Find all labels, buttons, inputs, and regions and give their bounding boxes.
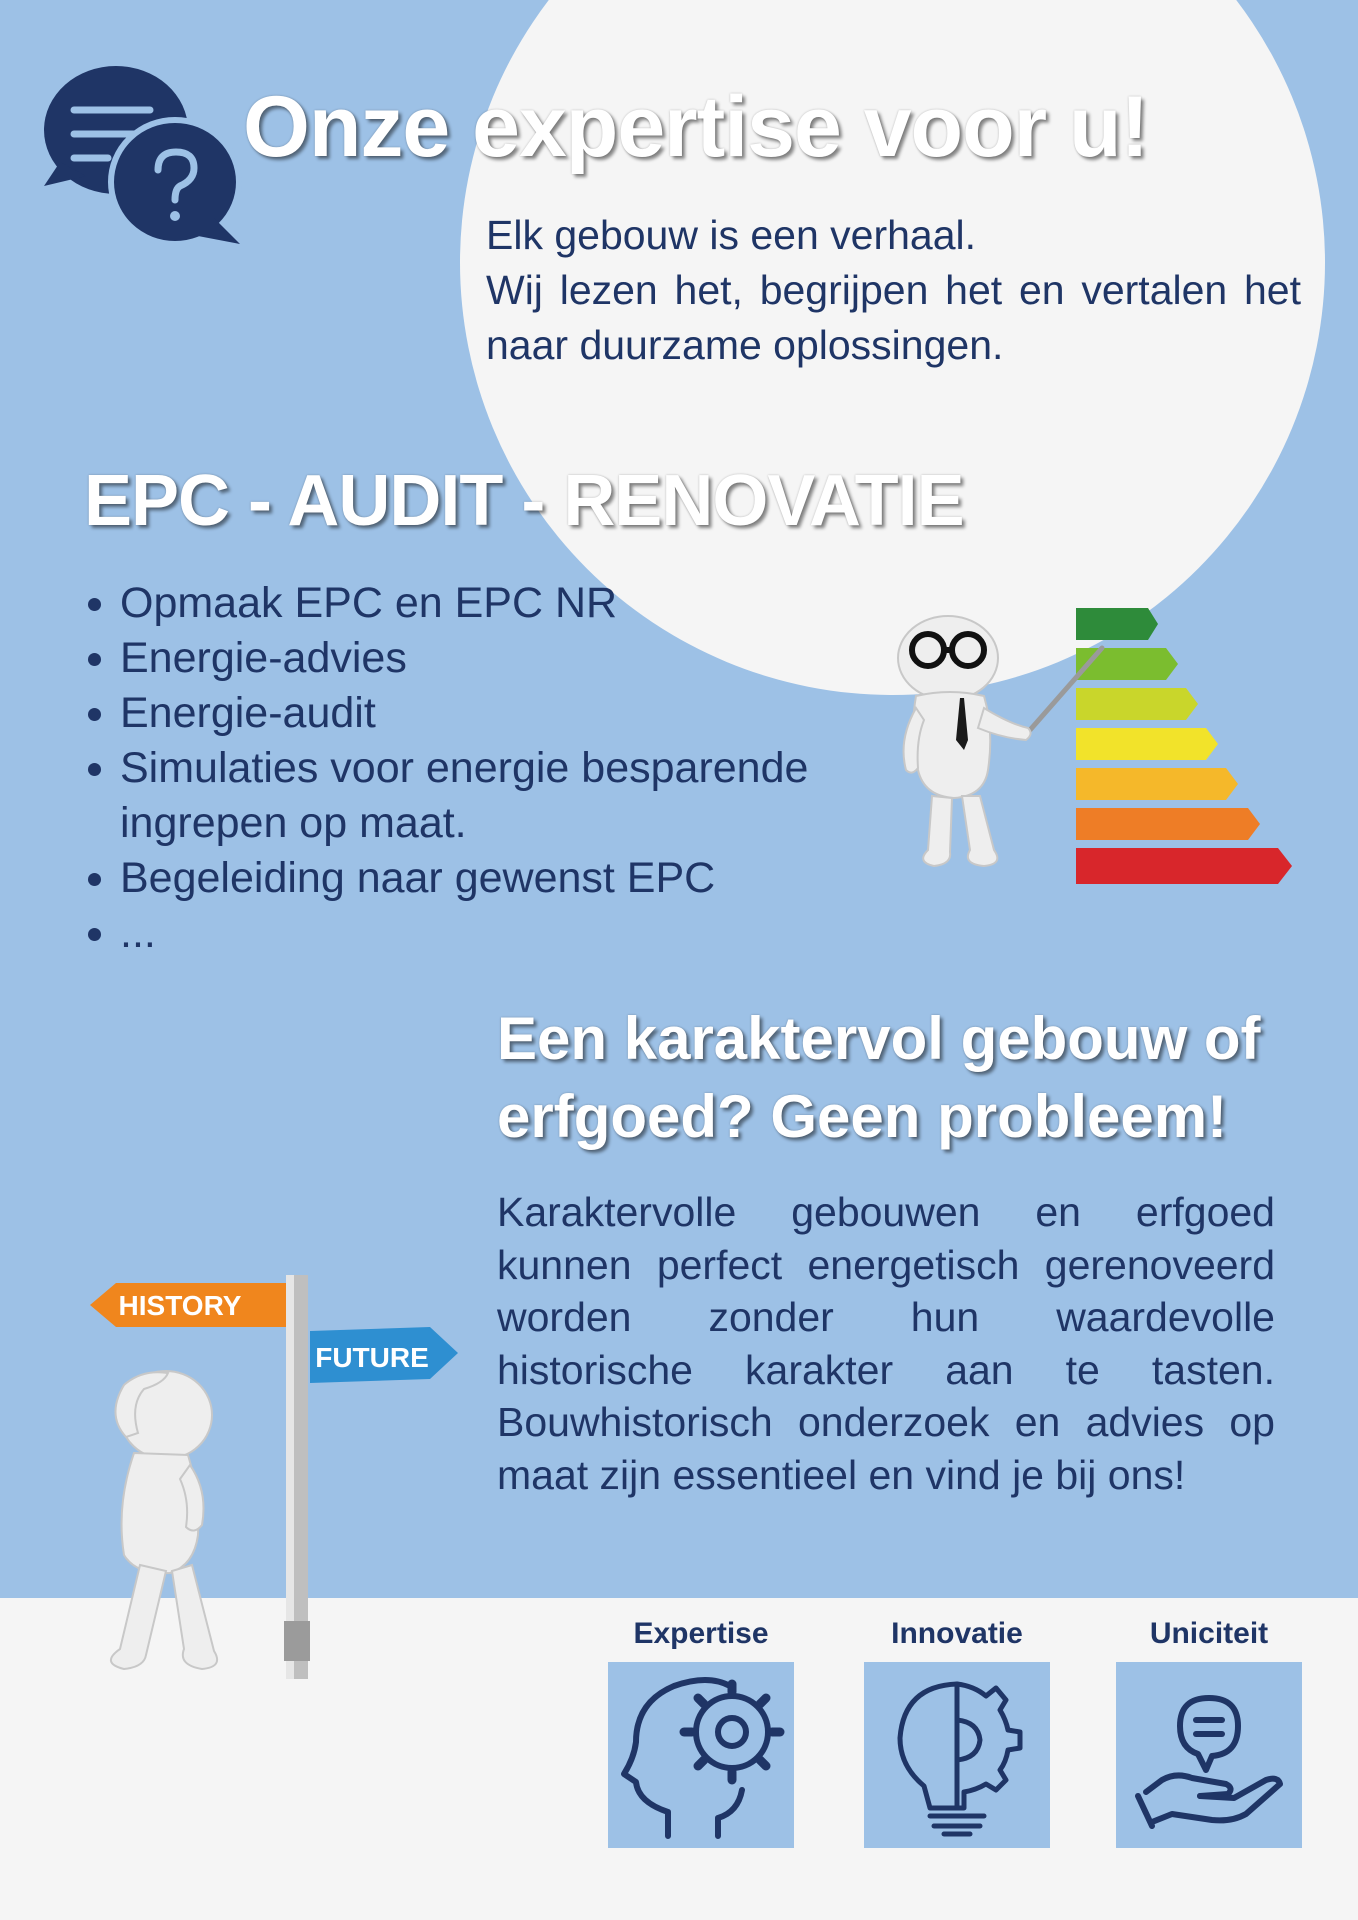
value-label-uniciteit: Uniciteit xyxy=(1149,1617,1269,1650)
hand-speech-icon xyxy=(1116,1662,1302,1848)
future-sign-label: FUTURE xyxy=(315,1342,429,1373)
signpost-illustration xyxy=(80,1265,470,1685)
services-title: EPC - AUDIT - RENOVATIE xyxy=(84,461,964,541)
list-item: • ... xyxy=(120,906,920,961)
list-item: • Begeleiding naar gewenst EPC xyxy=(120,851,920,906)
head-gear-icon xyxy=(608,1662,794,1848)
history-sign-label: HISTORY xyxy=(118,1290,242,1321)
value-innovatie xyxy=(864,1612,1050,1848)
heritage-title: Een karaktervol gebouw of erfgoed? Geen probleem! xyxy=(497,1005,1261,1150)
list-item: • Energie-advies xyxy=(120,631,920,686)
list-item: • Energie-audit xyxy=(120,686,920,741)
value-expertise xyxy=(608,1612,794,1848)
value-box-expertise xyxy=(608,1662,794,1848)
value-uniciteit xyxy=(1116,1612,1302,1848)
list-item: • Opmaak EPC en EPC NR xyxy=(120,576,920,631)
value-label-expertise: Expertise xyxy=(633,1617,769,1650)
services-list xyxy=(82,576,920,961)
bulb-gear-icon xyxy=(864,1662,1050,1848)
intro-line-1: Elk gebouw is een verhaal. xyxy=(486,212,977,258)
value-box-uniciteit xyxy=(1116,1662,1302,1848)
heritage-body: Karaktervolle gebouwen en erfgoed kunnen perfect energetisch gerenoveerd worden zonder hun waardevolle historische karakter aan te tasten. Bouwhistorisch onderzoek en advies op maat zijn essentieel en vind je bij ons! xyxy=(497,1189,1275,1498)
page-title: Onze expertise voor u! xyxy=(243,79,1149,175)
value-box-innovatie xyxy=(864,1662,1050,1848)
list-item: • Simulaties voor energie besparende ingrepen op maat. xyxy=(120,741,880,851)
chat-question-icon xyxy=(38,58,248,258)
energy-label-teacher-illustration xyxy=(880,600,1305,890)
value-label-innovatie: Innovatie xyxy=(891,1617,1023,1650)
intro-text xyxy=(486,208,1301,373)
intro-line-2: Wij lezen het, begrijpen het en vertalen het naar duurzame oplossingen. xyxy=(486,267,1301,368)
